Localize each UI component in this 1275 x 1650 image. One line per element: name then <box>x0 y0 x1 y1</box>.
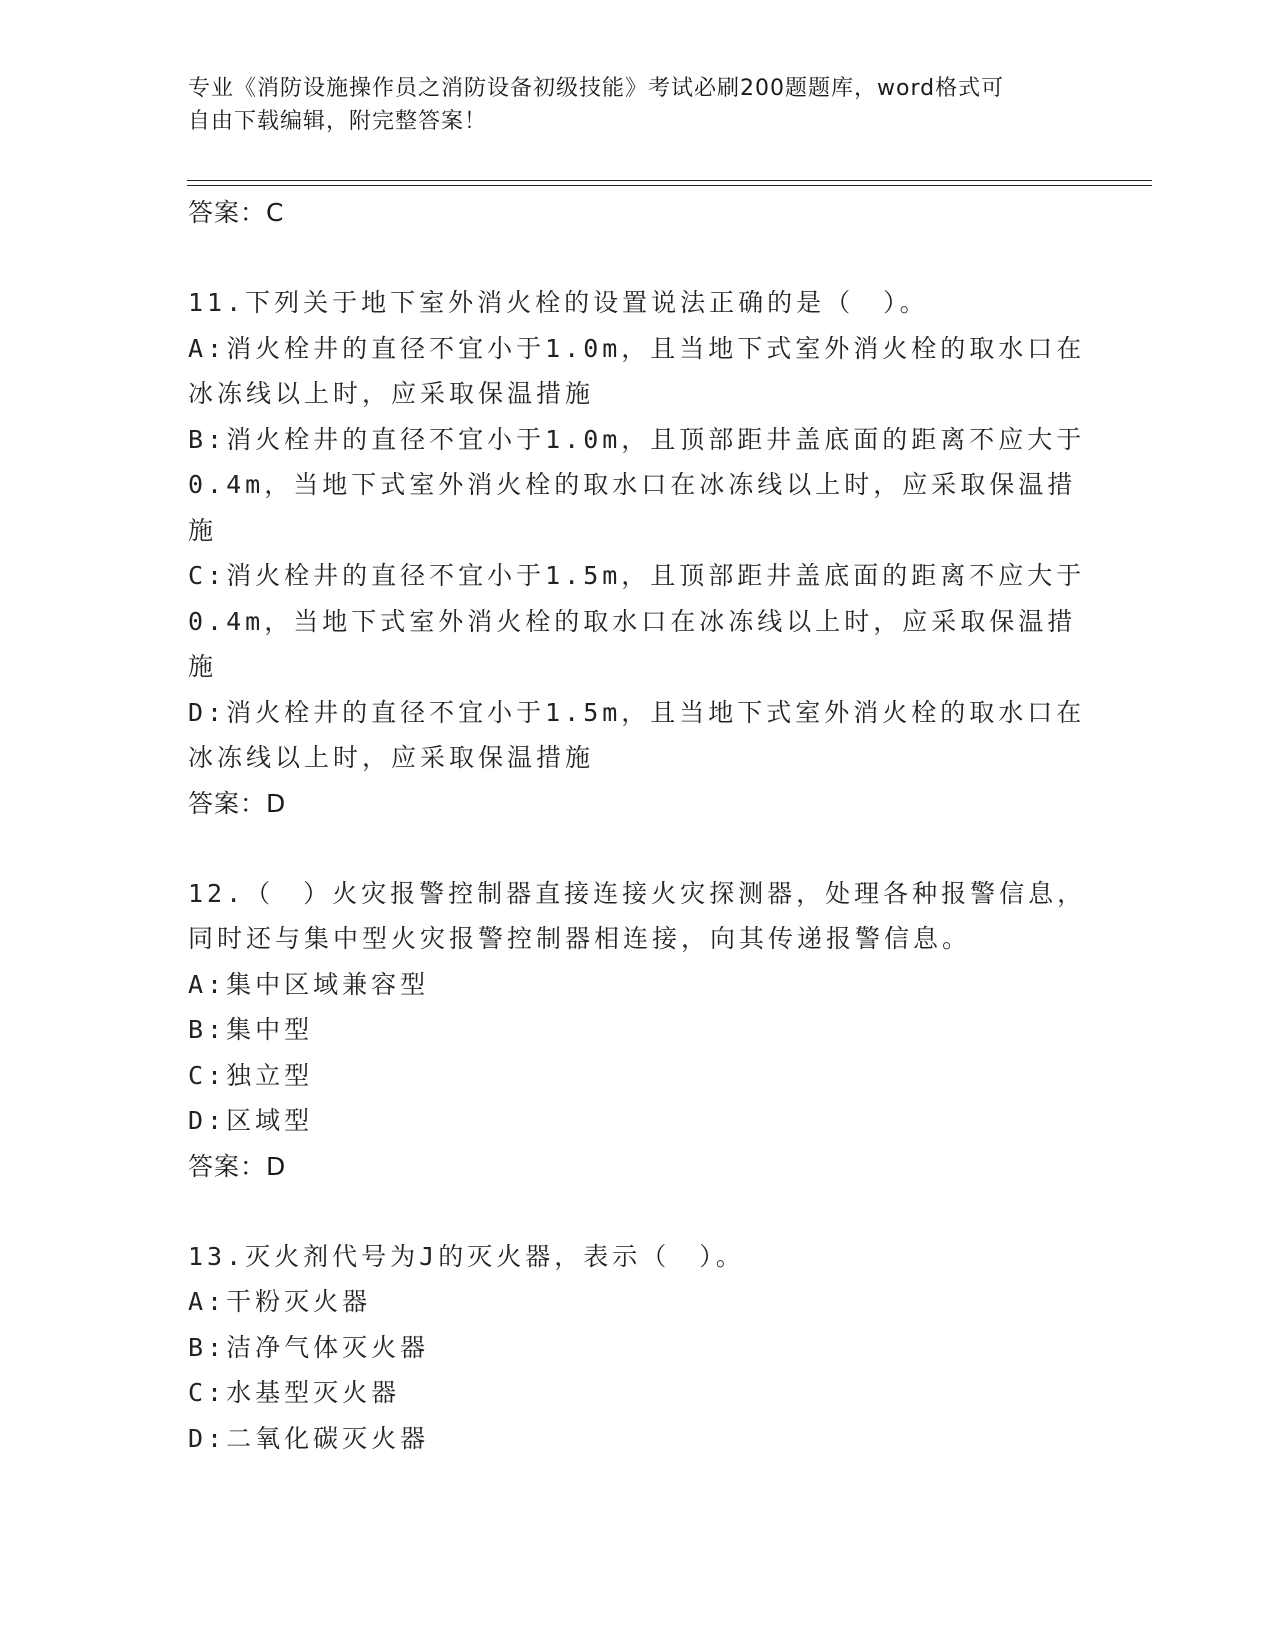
answer-line: 答案：D <box>188 1151 287 1181</box>
answer-line: 答案：D <box>188 788 287 818</box>
header-divider-top <box>187 180 1152 181</box>
question-stem: 13.灭火剂代号为J的灭火器，表示（ ）。 <box>188 1241 745 1271</box>
option-c: C:水基型灭火器 <box>188 1378 401 1407</box>
option-b: B:集中型 <box>188 1015 314 1044</box>
option-d: D:二氧化碳灭火器 <box>188 1423 430 1453</box>
option-c: C:消火栓井的直径不宜小于1.5m，且顶部距井盖底面的距离不应大于0.4m，当地下式室外消火栓的取水口在冰冻线以上时，应采取保温措施 <box>188 561 1086 681</box>
option-c: C:独立型 <box>188 1060 314 1090</box>
header-line-1: 专业《消防设施操作员之消防设备初级技能》考试必刷200题题库，word格式可 <box>188 76 1005 101</box>
option-a: A:干粉灭火器 <box>188 1287 372 1316</box>
option-a: A:消火栓井的直径不宜小于1.0m，且当地下式室外消火栓的取水口在冰冻线以上时，应采取保温措施 <box>188 333 1086 408</box>
question-11 <box>188 280 1088 827</box>
option-d: D:区域型 <box>188 1106 314 1135</box>
question-stem: 12.（ ）火灾报警控制器直接连接火灾探测器，处理各种报警信息，同时还与集中型火灾报警控制器相连接，向其传递报警信息。 <box>188 878 1087 953</box>
question-13 <box>188 1234 1088 1462</box>
document-header <box>188 72 1088 138</box>
question-list <box>188 190 1088 1461</box>
option-a: A:集中区域兼容型 <box>188 969 430 999</box>
option-b: B:洁净气体灭火器 <box>188 1332 430 1362</box>
answer-line: 答案：C <box>188 198 285 227</box>
question-12 <box>188 871 1088 1190</box>
header-line-2: 自由下载编辑，附完整答案！ <box>188 109 488 134</box>
option-b: B:消火栓井的直径不宜小于1.0m，且顶部距井盖底面的距离不应大于0.4m，当地下式室外消火栓的取水口在冰冻线以上时，应采取保温措施 <box>188 424 1086 545</box>
option-d: D:消火栓井的直径不宜小于1.5m，且当地下式室外消火栓的取水口在冰冻线以上时，应采取保温措施 <box>188 697 1086 772</box>
question-stem: 11.下列关于地下室外消火栓的设置说法正确的是（ ）。 <box>188 288 929 317</box>
header-divider-bottom <box>187 185 1152 186</box>
